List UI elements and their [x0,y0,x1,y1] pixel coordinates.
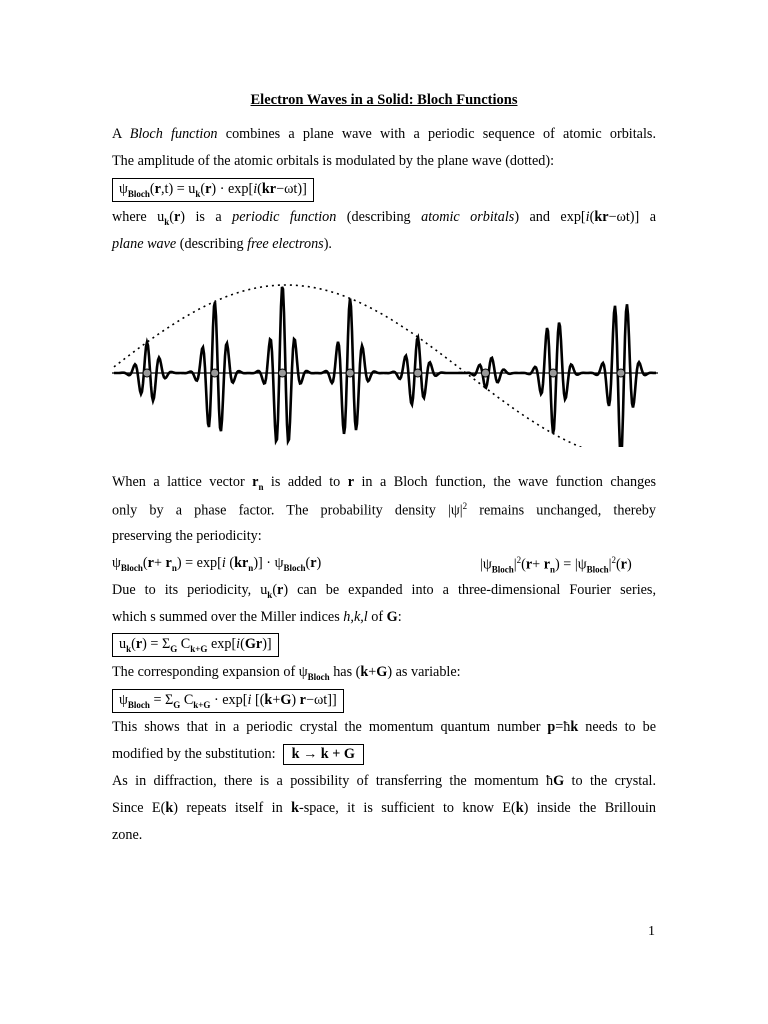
atom-marker [414,369,422,377]
where-line-1: where $u_k(r)$ is a periodic function (describing atomic orbitals) and exp[i(kr−ωt)] a [112,209,656,227]
phase-equation: $\psi_{Bloch}(r+ r_n) = \exp[i$ $(kr_n)] \cdot \psi_{Bloch}(r)$ [112,555,322,573]
intro-line-1: A Bloch function combines a plane wave with a periodic sequence of atomic orbitals. [112,126,656,142]
expansion-equation-box: $\psi_{Bloch} = \Sigma_G$ $C_{k+G} \cdot \exp[i$ [(k+G) r−ωt]] [112,689,656,713]
expansion-line: The corresponding expansion of $\psi_{Bloch}$ has (k+G) as variable: [112,664,461,682]
atom-marker [278,369,286,377]
lattice-line-3: preserving the periodicity: [112,528,262,544]
momentum-line-2: modified by the substitution: k → k + G [112,744,656,765]
where-line-2: plane wave (describing free electrons). [112,236,332,252]
atom-marker [143,369,151,377]
diffraction-line-3: zone. [112,827,143,843]
substitution-box: k → k + G [283,744,364,765]
momentum-line-1: This shows that in a periodic crystal the momentum quantum number p=ħk needs to be [112,719,656,735]
page-title: Electron Waves in a Solid: Bloch Functions [250,92,518,108]
bloch-wave-curve [114,287,656,447]
fourier-equation-box: $u_k(r) = \Sigma_G$ $C_{k+G}$ exp[i(Gr)] [112,633,656,657]
atom-marker [617,369,625,377]
bloch-equation-box: $\psi_{Bloch}(r,t) = u_k(r) \cdot \exp[i(kr-\omega t)]$ [112,178,656,202]
atom-marker [346,369,354,377]
fourier-line-1: Due to its periodicity, $u_k(r)$ can be expanded into a three-dimensional Fourier series, [112,582,656,600]
page-number: 1 [648,924,655,939]
diffraction-line-2: Since E(k) repeats itself in k-space, it is sufficient to know E(k) inside the Brillouin [112,800,656,816]
density-equation: $|\psi_{Bloch}|^2(r+ r_n) = |\psi_{Bloch}|^2(r)$ [480,555,632,575]
lattice-line-1: When a lattice vector $r_n$ is added to r in a Bloch function, the wave function changes [112,474,657,492]
diffraction-line-1: As in diffraction, there is a possibility of transferring the momentum ħG to the crystal. [112,773,656,789]
intro-line-2: The amplitude of the atomic orbitals is modulated by the plane wave (dotted): [112,153,555,169]
atom-marker [482,369,490,377]
lattice-line-2: only by a phase factor. The probability density $|\psi|^2$ remains unchanged, thereby [112,501,656,519]
fourier-line-2: which s summed over the Miller indices h,k,l of G: [112,609,402,625]
atom-marker [549,369,557,377]
atom-marker [211,369,219,377]
bloch-wave-figure [100,272,670,447]
